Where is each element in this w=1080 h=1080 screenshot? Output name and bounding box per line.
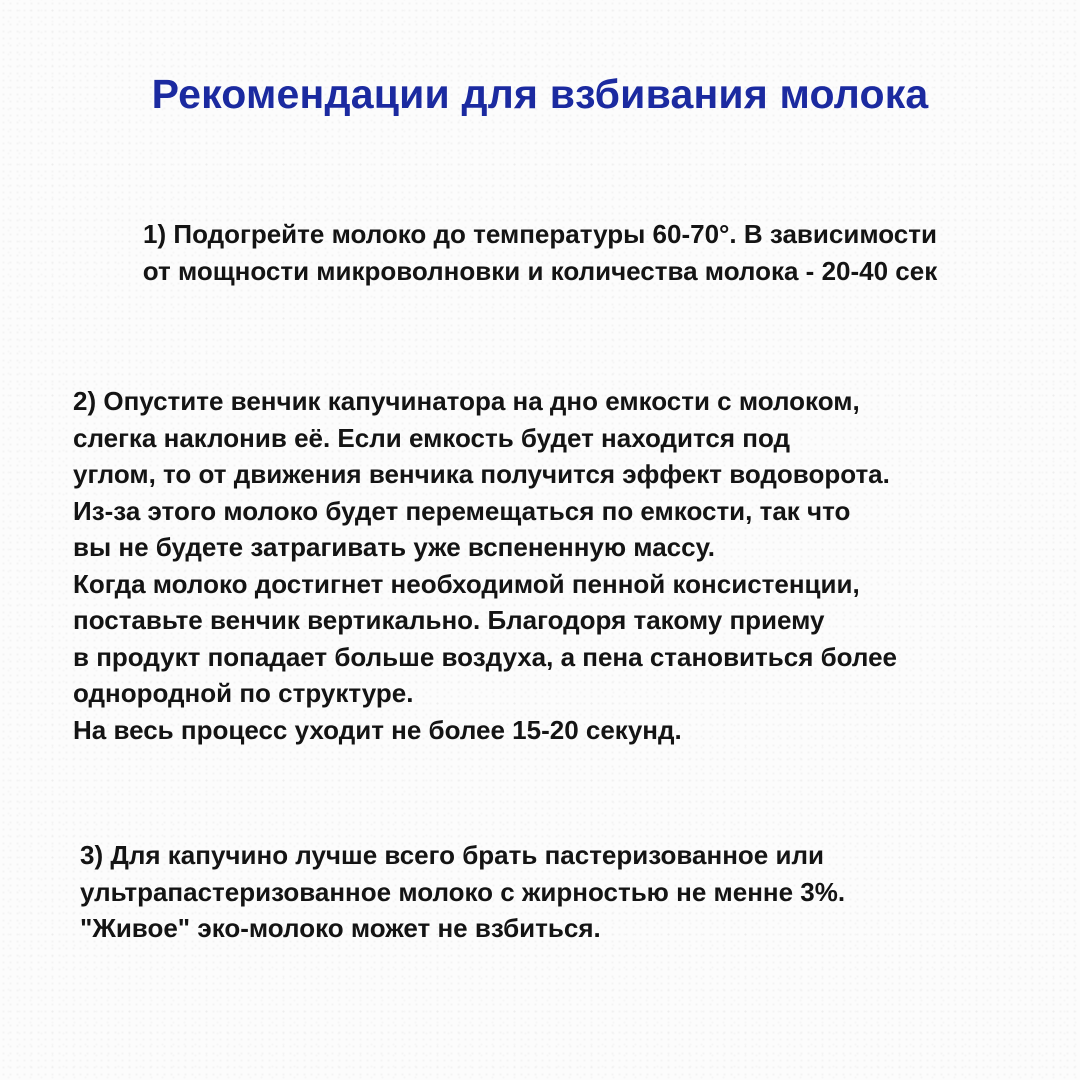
step-2-line: слегка наклонив её. Если емкость будет находится под	[73, 422, 791, 453]
step-1-line: 1) Подогрейте молоко до температуры 60-70°. В зависимости	[143, 219, 937, 249]
step-2-line: поставьте венчик вертикально. Благодоря такому приему	[73, 605, 825, 635]
step-3-line: 3) Для капучино лучше всего брать пастеризованное или	[80, 840, 824, 870]
step-3-paragraph	[80, 837, 1040, 947]
step-2-line: однородной по структуре.	[73, 678, 414, 708]
step-1-line: от мощности микроволновки и количества молока - 20-40 сек	[142, 255, 938, 286]
step-3-line: "Живое" эко-молоко может не взбиться.	[80, 913, 601, 943]
step-2-line: углом, то от движения венчика получится эффект водоворота.	[73, 459, 890, 489]
step-2-paragraph	[73, 383, 1053, 748]
page-title: Рекомендации для взбивания молока	[151, 71, 929, 117]
step-2-line: На весь процесс уходит не более 15-20 секунд.	[73, 714, 682, 745]
step-2-line: вы не будете затрагивать уже вспененную массу.	[73, 532, 715, 562]
step-3-line: ультрапастеризованное молоко с жирностью не менне 3%.	[80, 876, 846, 907]
step-1-paragraph	[0, 216, 1080, 289]
step-2-line: в продукт попадает больше воздуха, а пена становиться более	[73, 641, 897, 672]
step-2-line: 2) Опустите венчик капучинатора на дно емкости с молоком,	[73, 386, 860, 416]
step-2-line: Из-за этого молоко будет перемещаться по емкости, так что	[73, 495, 851, 526]
step-2-line: Когда молоко достигнет необходимой пенной консистенции,	[73, 568, 860, 599]
